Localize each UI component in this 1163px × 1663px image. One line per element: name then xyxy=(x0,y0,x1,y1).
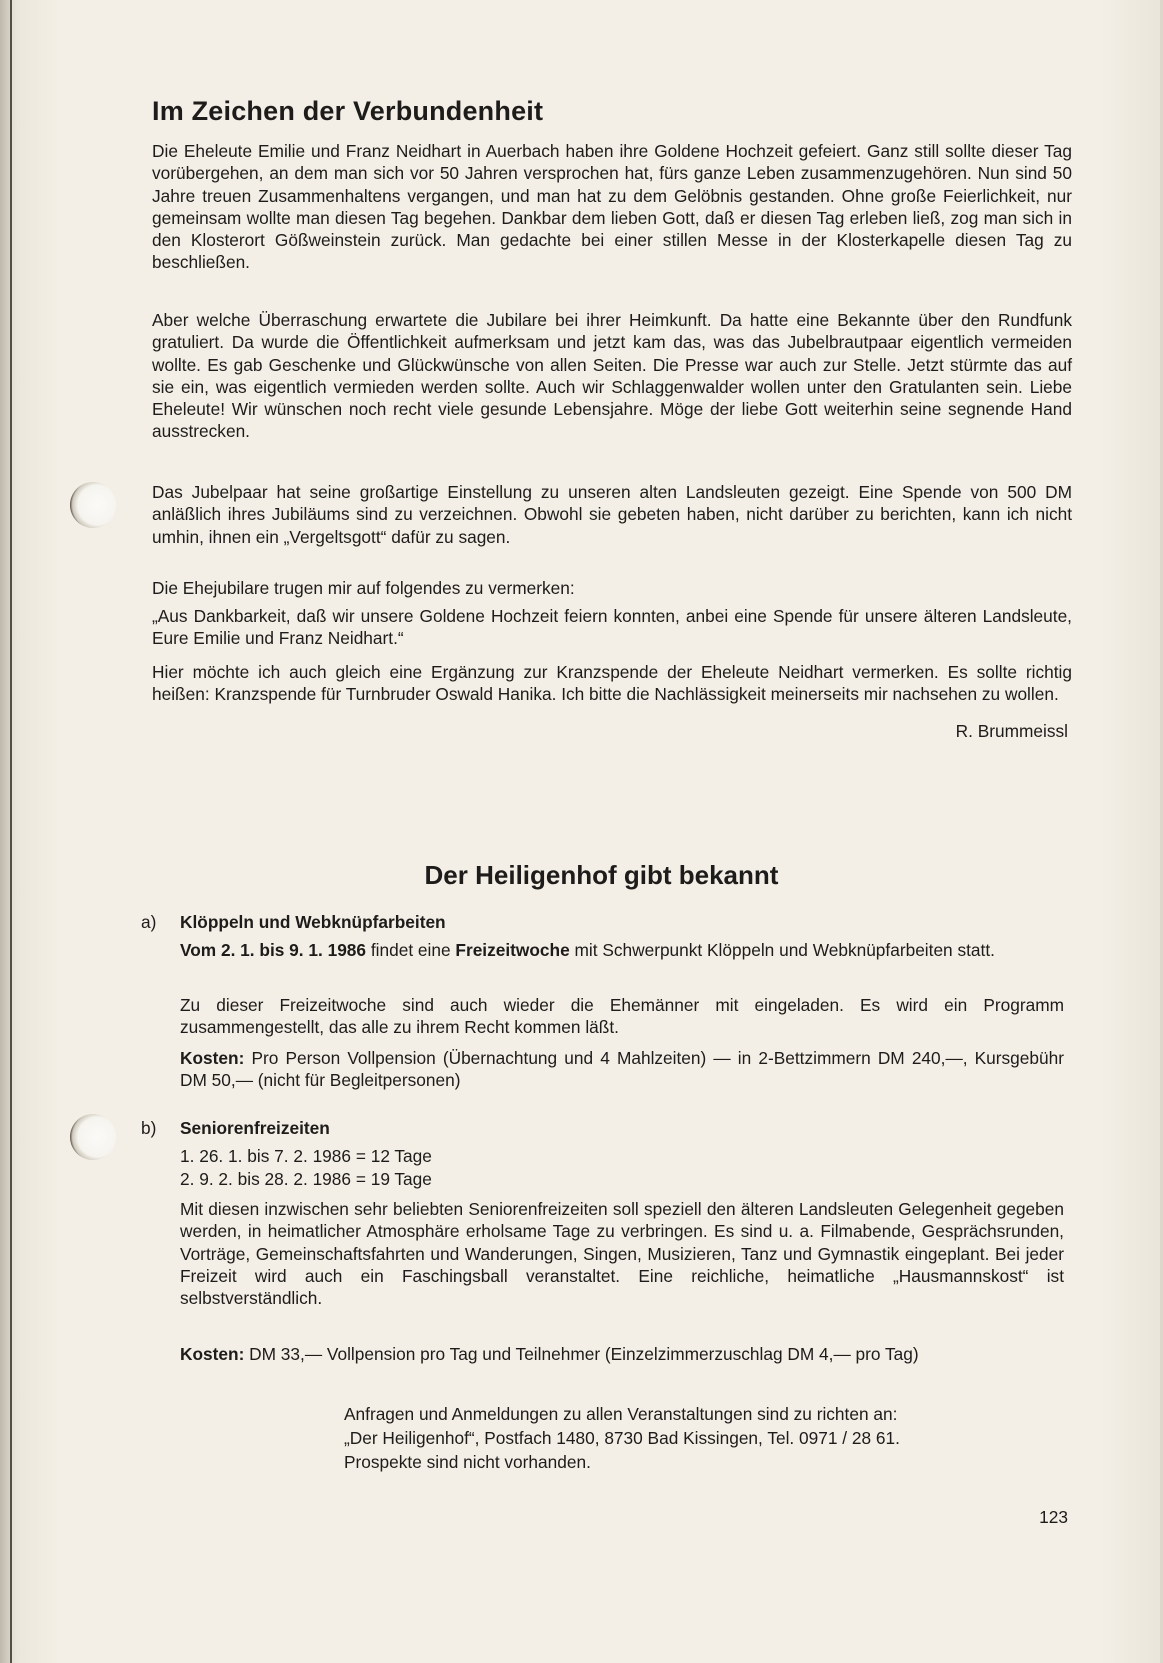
subsection-title: Klöppeln und Webknüpfarbeiten xyxy=(180,912,446,932)
paragraph: Die Ehejubilare trugen mir auf folgendes zu vermerken: xyxy=(152,578,575,598)
contact-line: Prospekte sind nicht vorhanden. xyxy=(344,1452,591,1472)
event-name: Freizeitwoche xyxy=(455,940,570,960)
paragraph: Hier möchte ich auch gleich eine Ergänzung zur Kranzspende der Eheleute Neidhart vermerken. Es sollte richtig heißen: Kranzspende für Turnbruder Oswald Hanika. Ich bitte die Nachlässigkeit meinerseits mir nachsehen zu wollen. xyxy=(152,662,1072,705)
subsection-title: Seniorenfreizeiten xyxy=(180,1118,330,1138)
contact-info xyxy=(344,1402,1084,1474)
binding-shadow xyxy=(0,0,10,1663)
punch-hole-bottom xyxy=(70,1114,116,1160)
list-item: 1. 26. 1. bis 7. 2. 1986 = 12 Tage xyxy=(180,1146,432,1166)
list-marker-a: a) xyxy=(141,912,157,932)
contact-line: Anfragen und Anmeldungen zu allen Veranstaltungen sind zu richten an: xyxy=(344,1404,898,1424)
date-range: Vom 2. 1. bis 9. 1. 1986 xyxy=(180,940,367,960)
paragraph: Das Jubelpaar hat seine großartige Einstellung zu unseren alten Landsleuten gezeigt. Eine Spende von 500 DM anläßlich ihres Jubiläums sind zu verzeichnen. Obwohl sie gebeten haben, nicht darüber zu berichten, kann ich nicht umhin, ihnen ein „Vergeltsgott“ dafür zu sagen. xyxy=(152,482,1072,547)
section-title: Der Heiligenhof gibt bekannt xyxy=(424,860,779,890)
list-marker-b: b) xyxy=(141,1118,157,1138)
binding-line xyxy=(10,0,12,1663)
quote-paragraph: „Aus Dankbarkeit, daß wir unsere Goldene Hochzeit feiern konnten, anbei eine Spende für unsere älteren Landsleute, Eure Emilie und Franz Neidhart.“ xyxy=(152,606,1072,649)
punch-hole-top xyxy=(70,482,116,528)
page-number: 123 xyxy=(1039,1507,1068,1527)
date-list xyxy=(180,1145,432,1191)
cost-text: DM 33,— Vollpension pro Tag und Teilnehmer (Einzelzimmerzuschlag DM 4,— pro Tag) xyxy=(244,1344,919,1364)
cost-paragraph xyxy=(180,1047,1064,1092)
cost-text: Pro Person Vollpension (Übernachtung und 4 Mahlzeiten) — in 2-Bettzimmern DM 240,—, Kursgebühr DM 50,— (nicht für Begleitpersonen) xyxy=(180,1048,1064,1091)
paragraph: Mit diesen inzwischen sehr beliebten Seniorenfreizeiten soll speziell den älteren Landsleuten Gelegenheit gegeben werden, in heimatlicher Atmosphäre erholsame Tage zu verbringen. Es sind u. a. Filmabende, Gesprächsrunden, Vorträge, Gemeinschaftsfahrten und Wanderungen, Singen, Musizieren, Tanz und Gymnastik eingeplant. Bei jeder Freizeit wird auch ein Faschingsball veranstaltet. Eine reichliche, heimatliche „Hausmannskost“ ist selbstverständlich. xyxy=(180,1199,1064,1309)
cost-label: Kosten: xyxy=(180,1344,245,1364)
list-item: 2. 9. 2. bis 28. 2. 1986 = 19 Tage xyxy=(180,1169,432,1189)
article-title: Im Zeichen der Verbundenheit xyxy=(152,96,544,126)
text-fragment: findet eine xyxy=(366,940,456,960)
paragraph: Die Eheleute Emilie und Franz Neidhart in Auerbach haben ihre Goldene Hochzeit gefeiert. Ganz still sollte dieser Tag vorübergehen, an dem man sich vor 50 Jahren versprochen hat, fürs ganze Leben zusammenzugehören. Nun sind 50 Jahre treuen Zusammenhaltens vergangen, und man hat zu dem Gelöbnis gestanden. Ohne große Feierlichkeit, nur gemeinsam wollte man diesen Tag begehen. Dankbar dem lieben Gott, daß er diesen Tag erleben ließ, zog man sich in den Klosterort Gößweinstein zurück. Man gedachte bei einer stillen Messe in der Klosterkapelle diesen Tag zu beschließen. xyxy=(152,141,1072,273)
paragraph: Zu dieser Freizeitwoche sind auch wieder die Ehemänner mit eingeladen. Es wird ein Programm zusammengestellt, das alle zu ihrem Recht kommen läßt. xyxy=(180,995,1064,1038)
cost-paragraph xyxy=(180,1343,1064,1365)
paragraph: Aber welche Überraschung erwartete die Jubilare bei ihrer Heimkunft. Da hatte eine Bekannte über den Rundfunk gratuliert. Da wurde die Öffentlichkeit aufmerksam und jetzt kam das, was das Jubelbrautpaar eigentlich vermeiden wollte. Es gab Geschenke und Glückwünsche von allen Seiten. Die Presse war auch zur Stelle. Jetzt stürmte das auf sie ein, was eigentlich vermieden werden sollte. Auch wir Schlaggenwalder wollen unter den Gratulanten sein. Liebe Eheleute! Wir wünschen noch recht viele gesunde Lebensjahre. Möge der liebe Gott weiterhin seine segnende Hand ausstrecken. xyxy=(152,310,1072,442)
cost-label: Kosten: xyxy=(180,1048,245,1068)
author-signature: R. Brummeissl xyxy=(955,721,1068,741)
text-fragment: mit Schwerpunkt Klöppeln und Webknüpfarbeiten statt. xyxy=(569,940,995,960)
contact-line: „Der Heiligenhof“, Postfach 1480, 8730 Bad Kissingen, Tel. 0971 / 28 61. xyxy=(344,1428,900,1448)
paragraph xyxy=(180,939,1064,961)
